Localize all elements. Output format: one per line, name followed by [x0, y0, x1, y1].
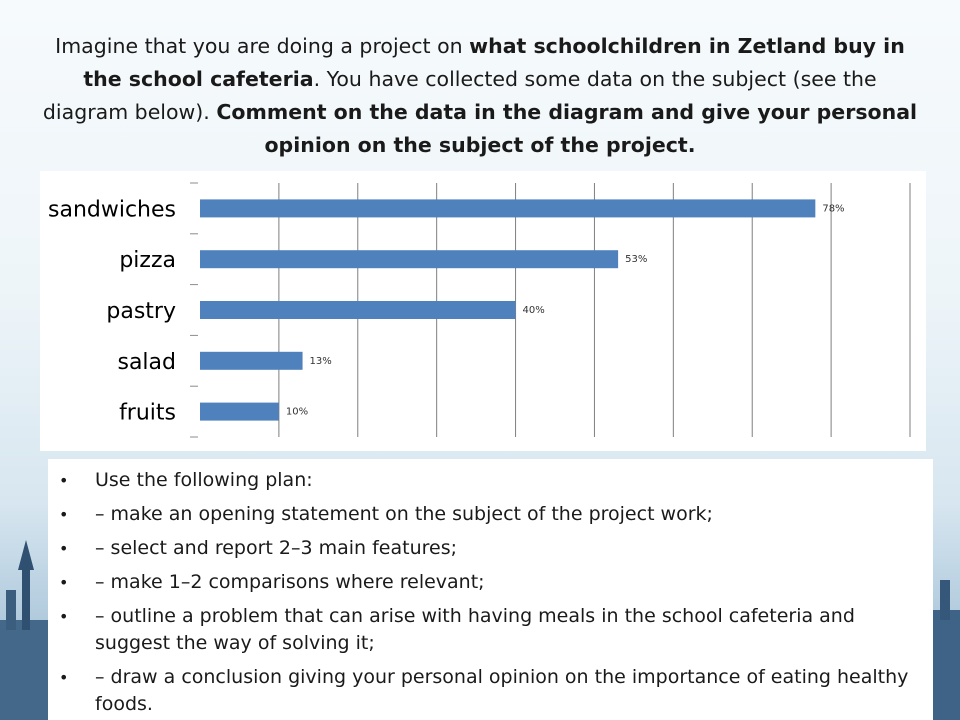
- plan-item: [48, 535, 933, 562]
- bullet-icon: •: [59, 505, 69, 524]
- prompt-text-2: . You have collected some data on the subject (see the diagram below).: [42, 67, 877, 124]
- data-label: 10%: [285, 406, 309, 418]
- plan-item: [48, 569, 933, 596]
- bar: [200, 301, 516, 319]
- category-label: fruits: [119, 400, 176, 426]
- category-label: salad: [117, 349, 176, 375]
- prompt-bold-2: Comment on the data in the diagram and give your personal opinion on the subject of the project.: [216, 100, 918, 157]
- prompt-bold-1: what schoolchildren in Zetland buy in the school cafeteria: [83, 34, 905, 91]
- bar: [200, 352, 303, 370]
- category-label: sandwiches: [48, 197, 176, 223]
- bullet-icon: •: [59, 539, 69, 558]
- plan-item: [48, 501, 933, 528]
- plan-item-text: – select and report 2–3 main features;: [95, 537, 458, 559]
- bullet-icon: •: [59, 668, 69, 687]
- plan-item-text: – make 1–2 comparisons where relevant;: [95, 571, 485, 593]
- plan-item-text: – draw a conclusion giving your personal opinion on the importance of eating healthy foods.: [95, 666, 909, 715]
- data-label: 53%: [625, 254, 648, 266]
- data-label: 40%: [522, 305, 545, 316]
- plan-panel: [48, 459, 933, 720]
- chart-panel: [40, 171, 926, 451]
- plan-item: [48, 467, 933, 494]
- bar: [200, 250, 618, 268]
- bar: [200, 199, 815, 217]
- plan-item-text: – make an opening statement on the subject of the project work;: [95, 503, 713, 525]
- data-label: 13%: [309, 355, 332, 367]
- category-label: pastry: [106, 299, 176, 324]
- plan-item-text: Use the following plan:: [95, 469, 313, 491]
- bullet-icon: •: [59, 607, 69, 626]
- plan-list: [48, 459, 933, 718]
- plan-item-text: – outline a problem that can arise with having meals in the school cafeteria and suggest the way of solving it;: [95, 605, 855, 654]
- bar: [200, 403, 279, 421]
- bar-chart: [40, 171, 926, 451]
- plan-item: [48, 603, 933, 657]
- category-label: pizza: [119, 248, 176, 274]
- task-prompt: [40, 30, 920, 162]
- prompt-text-1: Imagine that you are doing a project on: [55, 34, 470, 58]
- bullet-icon: •: [59, 471, 69, 490]
- bullet-icon: •: [59, 573, 69, 592]
- plan-item: [48, 664, 933, 718]
- data-label: 78%: [822, 203, 845, 215]
